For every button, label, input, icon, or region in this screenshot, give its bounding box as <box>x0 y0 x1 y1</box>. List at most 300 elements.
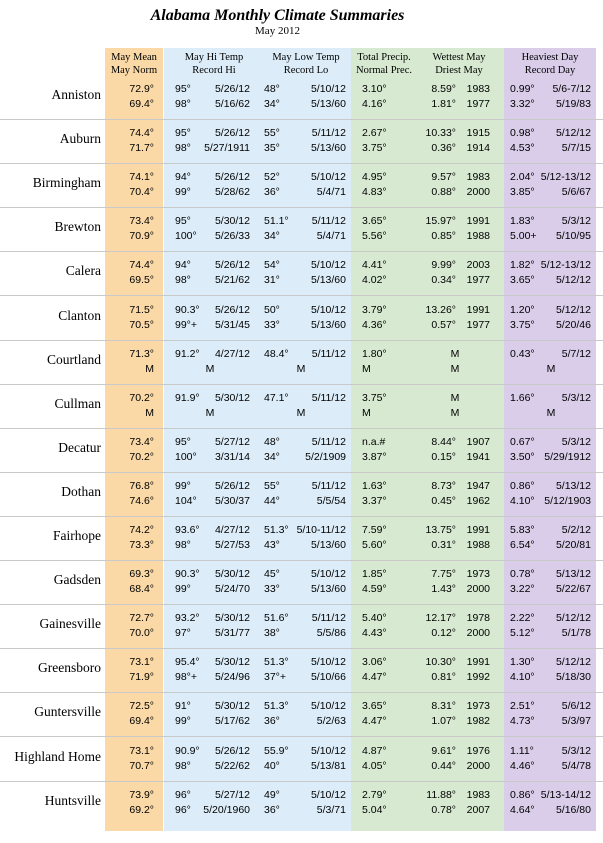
wettest-year-cell: 1983 <box>466 788 490 801</box>
wettest-cell: 8.31° <box>431 700 456 713</box>
header-precip: Total Precip. Normal Prec. <box>356 52 412 76</box>
precip-cell: 3.65° <box>362 700 387 713</box>
record-lo-cell: 37°+ <box>264 671 287 684</box>
driest-cell: 0.31° <box>431 539 456 551</box>
driest-year-cell: 2000 <box>466 186 490 199</box>
heavy-day-cell: 0.78° <box>510 568 535 581</box>
record-day-date-cell: 5/22/67 <box>555 583 591 596</box>
normal-precip-cell: 3.37° <box>362 494 387 507</box>
wettest-cell: 11.88° <box>426 788 456 801</box>
record-hi-cell: 98° <box>175 539 191 551</box>
hi-temp-cell: 93.2° <box>175 612 200 625</box>
heavy-date-cell: 5/13/12 <box>555 568 591 581</box>
norm-cell: 69.2° <box>129 803 154 816</box>
mean-cell: 69.3° <box>129 568 154 581</box>
header-wettest: Wettest May Driest May <box>432 52 486 76</box>
low-temp-cell: 51.6° <box>264 612 289 625</box>
record-lo-date-cell: 5/13/81 <box>310 759 346 772</box>
record-hi-date-cell: 5/17/62 <box>214 715 250 728</box>
record-day-date-cell: 5/6/67 <box>561 186 591 199</box>
low-temp-cell: 47.1° <box>264 391 289 404</box>
heavy-day-cell: 2.51° <box>510 700 535 713</box>
heavy-day-cell: 1.30° <box>510 656 535 669</box>
heavy-date-cell: 5/12/12 <box>555 656 591 669</box>
wettest-cell: M <box>450 347 460 360</box>
heavy-day-cell: 0.67° <box>510 435 535 448</box>
station-name: Decatur <box>58 439 101 455</box>
norm-cell: 68.4° <box>129 583 154 596</box>
record-day-date-cell: 5/19/83 <box>555 98 591 110</box>
report-subtitle: May 2012 <box>255 25 300 37</box>
record-lo-cell: 34° <box>264 450 280 463</box>
row-divider <box>0 516 603 517</box>
heavy-date-cell: 5/3/12 <box>561 215 591 228</box>
record-lo-cell: 34° <box>264 230 280 243</box>
driest-cell: 0.45° <box>431 494 456 507</box>
low-temp-cell: 55° <box>264 479 280 492</box>
wettest-year-cell: 1991 <box>466 303 490 316</box>
record-lo-cell: 43° <box>264 539 280 551</box>
record-day-date-cell: 5/4/78 <box>561 759 591 772</box>
station-name: Gadsden <box>53 572 101 588</box>
heavy-day-cell: 0.43° <box>510 347 535 360</box>
wettest-cell: 13.26° <box>425 303 456 316</box>
record-hi-date-cell: 5/21/62 <box>214 274 250 287</box>
record-lo-date-cell: 5/5/86 <box>316 627 346 640</box>
norm-cell: 71.9° <box>129 671 154 684</box>
hi-date-cell: 5/26/12 <box>214 479 250 492</box>
heavy-date-cell: 5/6-7/12 <box>552 83 591 95</box>
precip-cell: 2.79° <box>362 788 387 801</box>
row-divider <box>0 295 603 296</box>
record-day-cell: 4.53° <box>510 142 535 155</box>
record-day-cell: M <box>546 362 556 375</box>
row-divider <box>0 340 603 341</box>
row-divider <box>0 781 603 782</box>
norm-cell: 69.4° <box>129 98 154 110</box>
record-hi-date-cell: 5/24/70 <box>214 583 250 596</box>
low-date-cell: 5/10/12 <box>310 83 346 95</box>
norm-cell: M <box>145 406 154 419</box>
driest-year-cell: 1988 <box>466 230 490 243</box>
hi-temp-cell: 91.9° <box>175 391 200 404</box>
record-hi-cell: 100° <box>175 450 197 463</box>
precip-cell: 3.06° <box>362 656 387 669</box>
driest-year-cell: 1941 <box>466 450 490 463</box>
record-hi-date-cell: 5/30/37 <box>214 494 250 507</box>
hi-temp-cell: 90.3° <box>175 568 200 581</box>
record-lo-cell: 36° <box>264 715 280 728</box>
hi-date-cell: 5/30/12 <box>214 391 250 404</box>
heavy-date-cell: 5/13-14/12 <box>540 788 591 801</box>
heavy-day-cell: 0.98° <box>510 127 535 140</box>
row-divider <box>0 163 603 164</box>
precip-cell: 3.65° <box>362 215 387 228</box>
precip-cell: 1.80° <box>362 347 387 360</box>
record-hi-cell: 98°+ <box>175 671 198 684</box>
wettest-year-cell: 1991 <box>466 524 490 536</box>
record-day-cell: 5.00+ <box>510 230 537 243</box>
wettest-cell: M <box>450 391 460 404</box>
header-hi-temp: May Hi Temp Record Hi <box>184 52 244 76</box>
hi-date-cell: 5/30/12 <box>214 568 250 581</box>
low-temp-cell: 45° <box>264 568 280 581</box>
mean-cell: 76.8° <box>129 479 154 492</box>
hi-temp-cell: 91.2° <box>175 347 200 360</box>
record-day-cell: 4.73° <box>510 715 535 728</box>
record-lo-cell: 40° <box>264 759 280 772</box>
low-temp-cell: 51.3° <box>264 524 289 536</box>
header-heaviest: Heaviest Day Record Day <box>521 52 579 76</box>
record-lo-date-cell: 5/2/1909 <box>305 450 346 463</box>
record-hi-date-cell: 5/20/1960 <box>203 803 250 816</box>
heavy-day-cell: 0.86° <box>510 479 535 492</box>
station-name: Birmingham <box>32 175 101 191</box>
driest-cell: 1.43° <box>431 583 456 596</box>
normal-precip-cell: 5.56° <box>362 230 387 243</box>
record-lo-cell: 36° <box>264 186 280 199</box>
norm-cell: 71.7° <box>129 142 154 155</box>
hi-date-cell: 5/26/12 <box>214 259 250 272</box>
driest-cell: 0.81° <box>431 671 456 684</box>
record-lo-date-cell: 5/13/60 <box>310 142 346 155</box>
record-day-cell: 4.64° <box>510 803 535 816</box>
row-divider <box>0 119 603 120</box>
driest-year-cell: 2000 <box>466 627 490 640</box>
normal-precip-cell: 4.47° <box>362 671 387 684</box>
low-date-cell: 5/11/12 <box>311 435 346 448</box>
heavy-date-cell: 5/3/12 <box>561 391 591 404</box>
record-hi-date-cell: 5/22/62 <box>214 759 250 772</box>
norm-cell: 70.4° <box>129 186 154 199</box>
station-name: Gainesville <box>39 616 101 632</box>
row-divider <box>0 472 603 473</box>
precip-cell: 3.79° <box>362 303 387 316</box>
hi-temp-cell: 90.9° <box>175 744 200 757</box>
heavy-date-cell: 5/6/12 <box>561 700 591 713</box>
driest-cell: 1.07° <box>431 715 456 728</box>
heavy-day-cell: 1.82° <box>510 259 535 272</box>
record-day-cell: 3.22° <box>510 583 535 596</box>
heavy-day-cell: 0.99° <box>510 83 535 95</box>
norm-cell: 74.6° <box>129 494 154 507</box>
record-day-cell: M <box>546 406 556 419</box>
low-temp-cell: 49° <box>264 788 280 801</box>
low-date-cell: 5/10/12 <box>310 259 346 272</box>
driest-year-cell: 1988 <box>466 539 490 551</box>
heavy-date-cell: 5/3/12 <box>561 435 591 448</box>
station-name: Dothan <box>61 483 101 499</box>
low-temp-cell: 51.1° <box>264 215 289 228</box>
precip-cell: 3.75° <box>362 391 387 404</box>
record-lo-cell: 33° <box>264 318 280 331</box>
hi-date-cell: 5/30/12 <box>214 612 250 625</box>
record-day-date-cell: 5/12/1903 <box>544 494 591 507</box>
record-hi-cell: 98° <box>175 142 191 155</box>
norm-cell: 70.0° <box>129 627 154 640</box>
wettest-cell: 15.97° <box>425 215 456 228</box>
header-mean: May Mean May Norm <box>110 52 158 76</box>
mean-cell: 74.1° <box>129 171 154 184</box>
driest-year-cell: 2000 <box>466 583 490 596</box>
precip-cell: 4.87° <box>362 744 387 757</box>
wettest-cell: 9.61° <box>431 744 456 757</box>
record-day-date-cell: 5/20/81 <box>555 539 591 551</box>
hi-temp-cell: 95° <box>175 435 191 448</box>
wettest-cell: 10.30° <box>425 656 456 669</box>
normal-precip-cell: 4.83° <box>362 186 387 199</box>
mean-cell: 73.4° <box>129 215 154 228</box>
precip-cell: 1.63° <box>362 479 387 492</box>
driest-cell: 0.57° <box>431 318 456 331</box>
wettest-cell: 10.33° <box>425 127 456 140</box>
record-lo-date-cell: 5/13/60 <box>310 98 346 110</box>
wettest-year-cell: 2003 <box>466 259 490 272</box>
record-day-date-cell: 5/12/12 <box>555 274 591 287</box>
low-date-cell: 5/11/12 <box>311 391 346 404</box>
normal-precip-cell: M <box>362 362 371 375</box>
driest-cell: M <box>450 362 460 375</box>
report-title: Alabama Monthly Climate Summaries <box>150 7 405 24</box>
driest-cell: 0.15° <box>431 450 456 463</box>
record-day-cell: 4.46° <box>510 759 535 772</box>
normal-precip-cell: 5.04° <box>362 803 387 816</box>
station-name: Huntsville <box>44 792 101 808</box>
heavy-date-cell: 5/12/12 <box>555 303 591 316</box>
row-divider <box>0 251 603 252</box>
record-lo-date-cell: 5/4/71 <box>316 230 346 243</box>
low-date-cell: 5/10/12 <box>310 700 346 713</box>
row-divider <box>0 384 603 385</box>
record-hi-cell: 100° <box>175 230 197 243</box>
hi-date-cell: 5/30/12 <box>214 700 250 713</box>
record-lo-date-cell: 5/13/60 <box>310 583 346 596</box>
hi-date-cell: 4/27/12 <box>214 524 250 536</box>
mean-cell: 73.1° <box>129 656 154 669</box>
heavy-day-cell: 1.83° <box>510 215 535 228</box>
low-temp-cell: 50° <box>264 303 280 316</box>
low-temp-cell: 52° <box>264 171 280 184</box>
heavy-date-cell: 5/2/12 <box>561 524 591 536</box>
record-day-cell: 3.50° <box>510 450 535 463</box>
record-hi-cell: 98° <box>175 274 191 287</box>
driest-year-cell: 1962 <box>466 494 490 507</box>
record-day-cell: 6.54° <box>510 539 535 551</box>
hi-date-cell: 5/26/12 <box>214 744 250 757</box>
heavy-date-cell: 5/12-13/12 <box>540 259 591 272</box>
record-lo-cell: 34° <box>264 98 280 110</box>
mean-cell: 74.4° <box>129 127 154 140</box>
driest-cell: 0.36° <box>431 142 456 155</box>
record-day-cell: 4.10° <box>510 671 535 684</box>
driest-year-cell: 2007 <box>466 803 490 816</box>
wettest-year-cell: 1973 <box>466 700 490 713</box>
wettest-year-cell: 1991 <box>466 656 490 669</box>
station-name: Courtland <box>47 351 101 367</box>
low-temp-cell: 54° <box>264 259 280 272</box>
record-lo-date-cell: 5/13/60 <box>310 274 346 287</box>
low-temp-cell: 55° <box>264 127 280 140</box>
station-name: Highland Home <box>14 748 101 764</box>
heavy-date-cell: 5/12-13/12 <box>540 171 591 184</box>
record-day-cell: 4.10° <box>510 494 535 507</box>
record-lo-date-cell: 5/4/71 <box>316 186 346 199</box>
precip-cell: 1.85° <box>362 568 387 581</box>
record-hi-cell: 99° <box>175 715 191 728</box>
driest-year-cell: 1977 <box>466 274 490 287</box>
hi-date-cell: 5/26/12 <box>214 83 250 95</box>
low-date-cell: 5/10-11/12 <box>296 524 346 536</box>
station-name: Cullman <box>54 395 101 411</box>
record-hi-cell: 99°+ <box>175 318 198 331</box>
row-divider <box>0 736 603 737</box>
heavy-date-cell: 5/12/12 <box>555 612 591 625</box>
record-lo-cell: M <box>296 406 306 419</box>
hi-temp-cell: 90.3° <box>175 303 200 316</box>
low-date-cell: 5/10/12 <box>310 568 346 581</box>
precip-cell: 2.67° <box>362 127 387 140</box>
low-date-cell: 5/11/12 <box>311 127 346 140</box>
heavy-day-cell: 1.66° <box>510 391 535 404</box>
driest-year-cell: 1977 <box>466 98 490 110</box>
norm-cell: 69.5° <box>129 274 154 287</box>
wettest-year-cell: 1983 <box>466 83 490 95</box>
normal-precip-cell: 4.59° <box>362 583 387 596</box>
record-hi-cell: M <box>205 362 215 375</box>
wettest-year-cell: 1976 <box>466 744 490 757</box>
driest-year-cell: 1977 <box>466 318 490 331</box>
record-day-cell: 5.12° <box>510 627 535 640</box>
record-day-date-cell: 5/3/97 <box>561 715 591 728</box>
norm-cell: 70.9° <box>129 230 154 243</box>
normal-precip-cell: 4.47° <box>362 715 387 728</box>
norm-cell: 70.7° <box>129 759 154 772</box>
low-temp-cell: 51.3° <box>264 656 289 669</box>
station-name: Greensboro <box>38 660 101 676</box>
record-day-cell: 3.32° <box>510 98 535 110</box>
low-temp-cell: 48.4° <box>264 347 289 360</box>
record-day-date-cell: 5/20/46 <box>555 318 591 331</box>
record-lo-cell: 33° <box>264 583 280 596</box>
heavy-date-cell: 5/12/12 <box>555 127 591 140</box>
hi-temp-cell: 91° <box>175 700 191 713</box>
record-lo-cell: 38° <box>264 627 280 640</box>
wettest-year-cell: 1947 <box>466 479 490 492</box>
station-name: Anniston <box>51 87 101 102</box>
heavy-day-cell: 5.83° <box>510 524 535 536</box>
heavy-date-cell: 5/7/12 <box>561 347 591 360</box>
record-hi-cell: 104° <box>175 494 197 507</box>
record-lo-date-cell: 5/3/71 <box>316 803 346 816</box>
mean-cell: 74.2° <box>129 524 154 536</box>
record-lo-date-cell: 5/13/60 <box>310 318 346 331</box>
driest-year-cell: 2000 <box>466 759 490 772</box>
record-lo-cell: 35° <box>264 142 280 155</box>
wettest-year-cell: 1991 <box>466 215 490 228</box>
hi-date-cell: 5/27/12 <box>214 435 250 448</box>
mean-cell: 72.9° <box>129 83 154 95</box>
hi-temp-cell: 94° <box>175 171 191 184</box>
driest-cell: 0.34° <box>431 274 456 287</box>
record-lo-cell: 31° <box>264 274 280 287</box>
hi-temp-cell: 95.4° <box>175 656 200 669</box>
hi-date-cell: 5/30/12 <box>214 215 250 228</box>
heavy-date-cell: 5/3/12 <box>561 744 591 757</box>
low-date-cell: 5/10/12 <box>310 303 346 316</box>
record-day-date-cell: 5/16/80 <box>555 803 591 816</box>
row-divider <box>0 692 603 693</box>
wettest-cell: 8.44° <box>431 435 456 448</box>
wettest-cell: 9.57° <box>431 171 456 184</box>
hi-temp-cell: 96° <box>175 788 191 801</box>
record-lo-date-cell: 5/2/63 <box>316 715 346 728</box>
record-hi-cell: 96° <box>175 803 191 816</box>
heavy-day-cell: 2.22° <box>510 612 535 625</box>
record-day-cell: 3.75° <box>510 318 535 331</box>
wettest-year-cell: 1978 <box>466 612 490 625</box>
heavy-day-cell: 2.04° <box>510 171 535 184</box>
record-hi-cell: 97° <box>175 627 191 640</box>
wettest-year-cell: 1915 <box>466 127 490 140</box>
mean-cell: 73.1° <box>129 744 154 757</box>
precip-cell: 3.10° <box>362 83 387 95</box>
driest-cell: 0.12° <box>431 627 456 640</box>
driest-cell: M <box>450 406 460 419</box>
driest-year-cell: 1982 <box>466 715 490 728</box>
heavy-date-cell: 5/13/12 <box>555 479 591 492</box>
normal-precip-cell: 3.75° <box>362 142 387 155</box>
record-lo-cell: M <box>296 362 306 375</box>
low-date-cell: 5/10/12 <box>310 656 346 669</box>
driest-year-cell: 1992 <box>466 671 490 684</box>
low-date-cell: 5/11/12 <box>311 347 346 360</box>
station-name: Brewton <box>54 219 101 235</box>
record-hi-cell: M <box>205 406 215 419</box>
precip-cell: 4.95° <box>362 171 387 184</box>
heavy-day-cell: 1.11° <box>510 744 534 757</box>
precip-cell: 5.40° <box>362 612 387 625</box>
hi-date-cell: 5/26/12 <box>214 171 250 184</box>
station-name: Calera <box>65 263 101 279</box>
hi-temp-cell: 99° <box>175 479 191 492</box>
heavy-day-cell: 0.86° <box>510 788 535 801</box>
mean-cell: 71.5° <box>129 303 154 316</box>
normal-precip-cell: 4.16° <box>362 98 387 110</box>
record-day-date-cell: 5/10/95 <box>555 230 591 243</box>
header-low-temp: May Low Temp Record Lo <box>272 52 340 76</box>
record-day-cell: 3.65° <box>510 274 535 287</box>
norm-cell: 69.4° <box>129 715 154 728</box>
low-date-cell: 5/10/12 <box>310 171 346 184</box>
low-date-cell: 5/10/12 <box>310 744 346 757</box>
normal-precip-cell: 4.05° <box>362 759 387 772</box>
normal-precip-cell: 5.60° <box>362 539 387 551</box>
mean-cell: 74.4° <box>129 259 154 272</box>
driest-cell: 0.88° <box>431 186 456 199</box>
low-temp-cell: 48° <box>264 83 280 95</box>
record-hi-date-cell: 5/28/62 <box>214 186 250 199</box>
record-lo-date-cell: 5/10/66 <box>310 671 346 684</box>
normal-precip-cell: M <box>362 406 371 419</box>
record-day-date-cell: 5/18/30 <box>555 671 591 684</box>
hi-temp-cell: 93.6° <box>175 524 200 536</box>
record-hi-date-cell: 5/27/1911 <box>204 142 250 155</box>
low-temp-cell: 55.9° <box>264 744 289 757</box>
record-day-date-cell: 5/29/1912 <box>544 450 591 463</box>
precip-cell: 4.41° <box>362 259 387 272</box>
hi-date-cell: 4/27/12 <box>214 347 250 360</box>
low-date-cell: 5/11/12 <box>311 612 346 625</box>
